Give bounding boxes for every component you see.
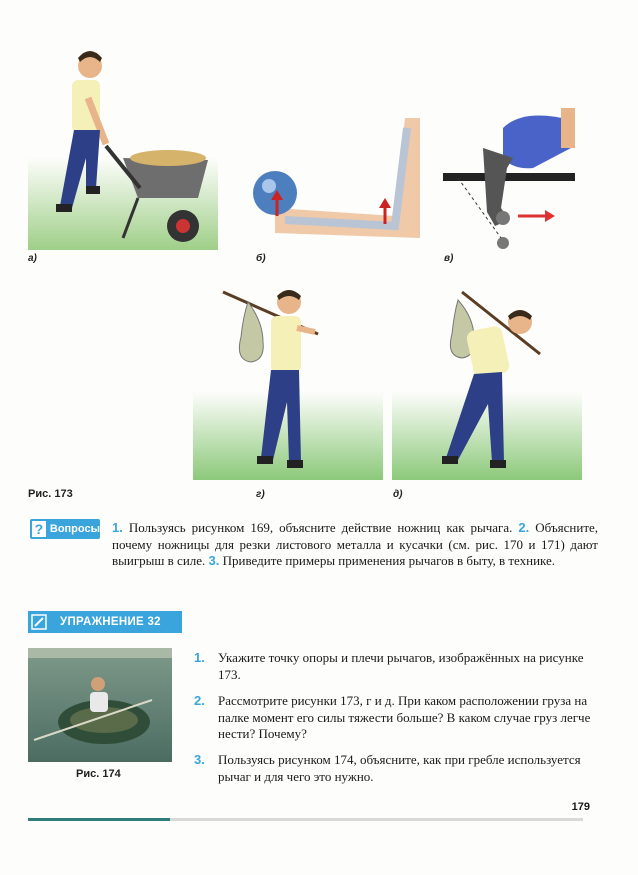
- exercise-item-text: Рассмотрите рисунки 173, г и д. При каком расположении груза на палке момент его силы тяжести больше? В каком случае груз легче нести? Почему?: [218, 693, 591, 741]
- figure-label-v: в): [444, 253, 454, 264]
- exercise-title: УПРАЖНЕНИЕ 32: [60, 616, 161, 628]
- footer-accent: [28, 818, 170, 821]
- exercise-item-number: 2.: [194, 693, 205, 708]
- figure-label-d: д): [393, 489, 403, 500]
- figure-label-g: г): [256, 489, 265, 500]
- exercise-item: [194, 650, 594, 683]
- exercise-item-number: 3.: [194, 752, 205, 767]
- page-number: 179: [571, 801, 590, 813]
- pencil-icon: [28, 611, 50, 633]
- figure-173v-pedal: [443, 108, 575, 253]
- exercise-item: [194, 693, 594, 743]
- question-text: Пользуясь рисунком 169, объясните действие ножниц как рычага.: [128, 520, 513, 535]
- question-number: 3.: [208, 553, 220, 568]
- footer-rule: [28, 818, 583, 821]
- exercise-item-number: 1.: [194, 650, 205, 665]
- figure-173b-arm: [245, 108, 420, 243]
- figure-173d-bundle-near: [392, 282, 582, 480]
- figure-label-b: б): [256, 253, 266, 264]
- exercise-item-text: Пользуясь рисунком 174, объясните, как при гребле используется рычаг и для чего это нужно.: [218, 752, 581, 784]
- question-text: Объясните, почему ножницы для резки листового металла и кусачки (см. рис. 170 и 171) дают выигрыш в силе.: [112, 520, 599, 568]
- figure-173a-wheelbarrow: [28, 38, 218, 250]
- question-number: 1.: [112, 520, 123, 535]
- figure-label-a: а): [28, 253, 37, 264]
- exercise-banner: [28, 611, 182, 633]
- question-icon: ?: [32, 521, 46, 537]
- question-text: Приведите примеры применения рычагов в быту, в технике.: [222, 553, 556, 568]
- questions-badge: [30, 519, 100, 539]
- figure-174-caption: Рис. 174: [76, 768, 121, 780]
- figure-174-boat-photo: [28, 648, 172, 762]
- figure-173g-bundle-far: [193, 282, 383, 480]
- question-number: 2.: [518, 520, 530, 535]
- figure-173-caption: Рис. 173: [28, 488, 73, 500]
- exercise-item-text: Укажите точку опоры и плечи рычагов, изображённых на рисунке 173.: [218, 650, 584, 682]
- questions-text: [112, 520, 598, 570]
- questions-badge-label: Вопросы: [49, 523, 100, 535]
- exercise-item: [194, 752, 594, 785]
